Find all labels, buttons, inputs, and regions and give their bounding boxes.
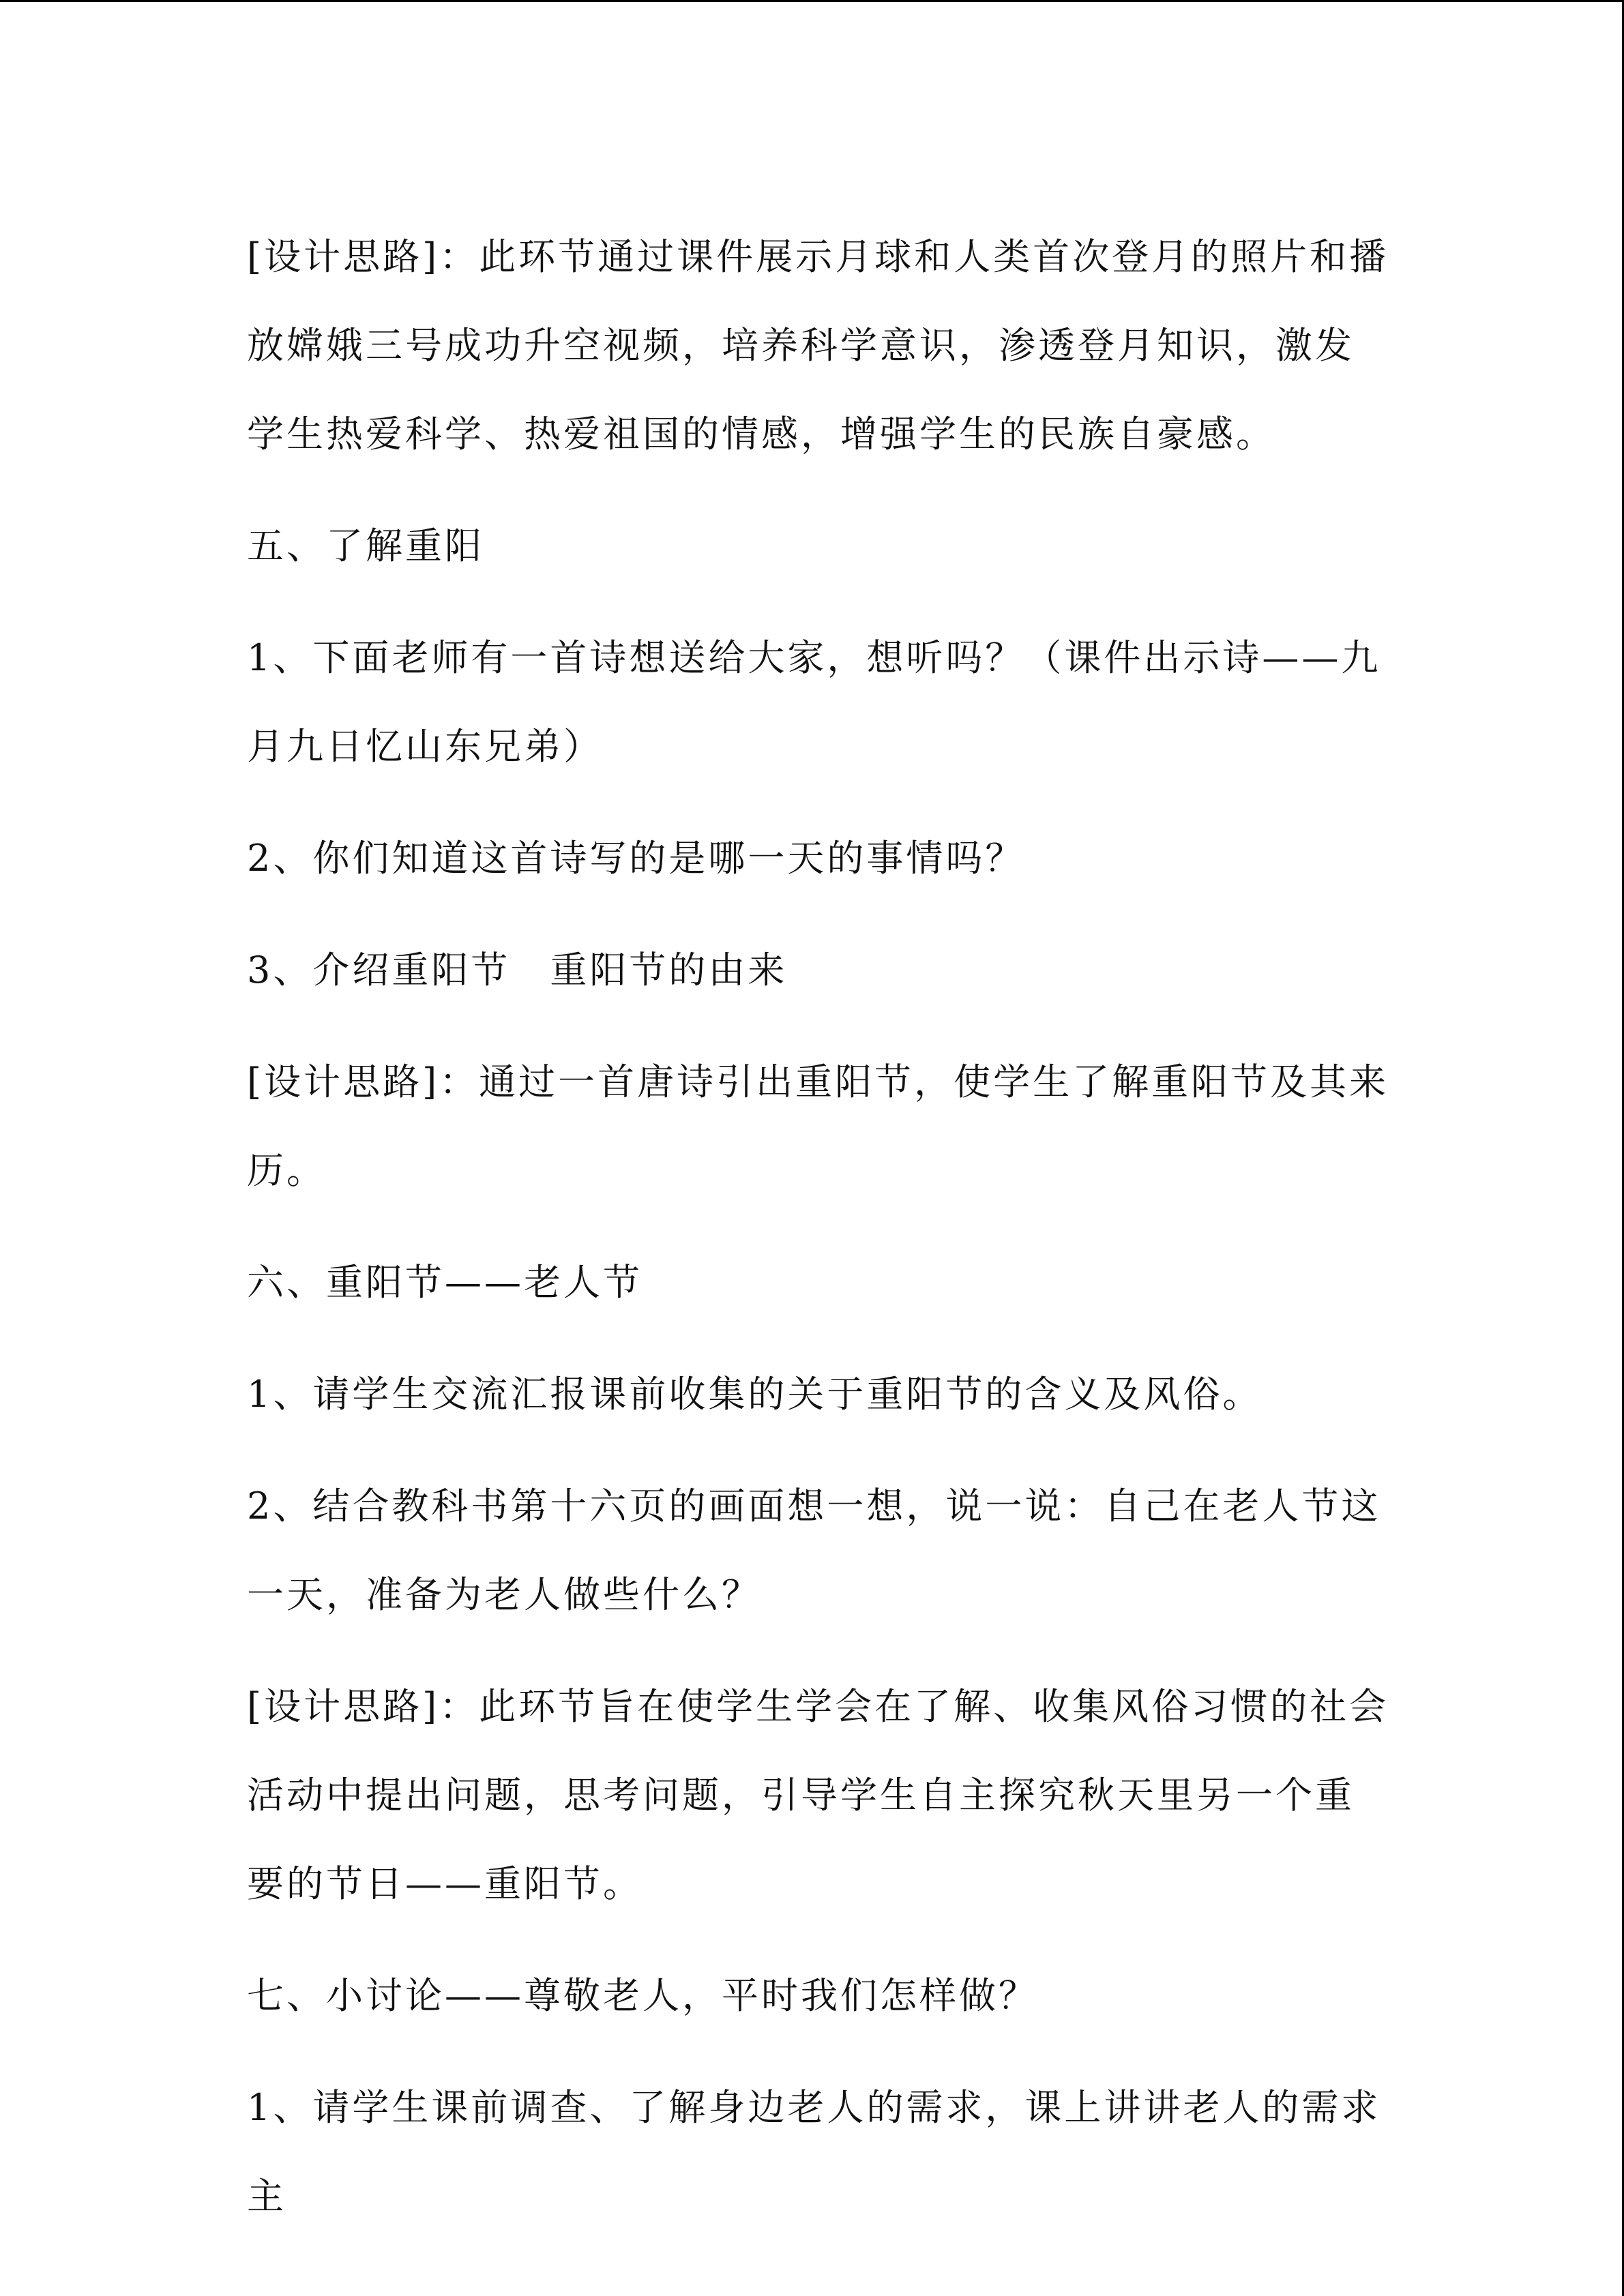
list-item-textbook: 2、结合教科书第十六页的画面想一想，说一说：自己在老人节这一天，准备为老人做些什么？ — [247, 1485, 1381, 1616]
list-item-introduce-festival: 3、介绍重阳节 重阳节的由来 — [247, 949, 788, 992]
section-heading-six: 六、重阳节——老人节 — [247, 1261, 643, 1304]
list-item-customs: 1、请学生交流汇报课前收集的关于重阳节的含义及风俗。 — [247, 1373, 1263, 1416]
document-body — [247, 213, 1393, 2241]
paragraph-design-idea-moon: [设计思路]：此环节通过课件展示月球和人类首次登月的照片和播放嫦娥三号成功升空视频，培养科学意识，渗透登月知识，激发学生热爱科学、热爱祖国的情感，增强学生的民族自豪感。 — [247, 235, 1389, 456]
list-item-survey: 1、请学生课前调查、了解身边老人的需求，课上讲讲老人的需求主 — [247, 2086, 1381, 2218]
page-top-border — [0, 0, 1624, 2]
section-heading-seven: 七、小讨论——尊敬老人，平时我们怎样做？ — [247, 1974, 1038, 2017]
paragraph-design-idea-festival: [设计思路]：此环节旨在使学生学会在了解、收集风俗习惯的社会活动中提出问题，思考问题，引导学生自主探究秋天里另一个重要的节日——重阳节。 — [247, 1685, 1389, 1905]
paragraph-design-idea-poem: [设计思路]：通过一首唐诗引出重阳节，使学生了解重阳节及其来历。 — [247, 1060, 1389, 1192]
list-item-poem: 1、下面老师有一首诗想送给大家，想听吗？（课件出示诗——九月九日忆山东兄弟） — [247, 636, 1381, 768]
section-heading-five: 五、了解重阳 — [247, 524, 484, 567]
list-item-which-day: 2、你们知道这首诗写的是哪一天的事情吗？ — [247, 837, 1025, 880]
